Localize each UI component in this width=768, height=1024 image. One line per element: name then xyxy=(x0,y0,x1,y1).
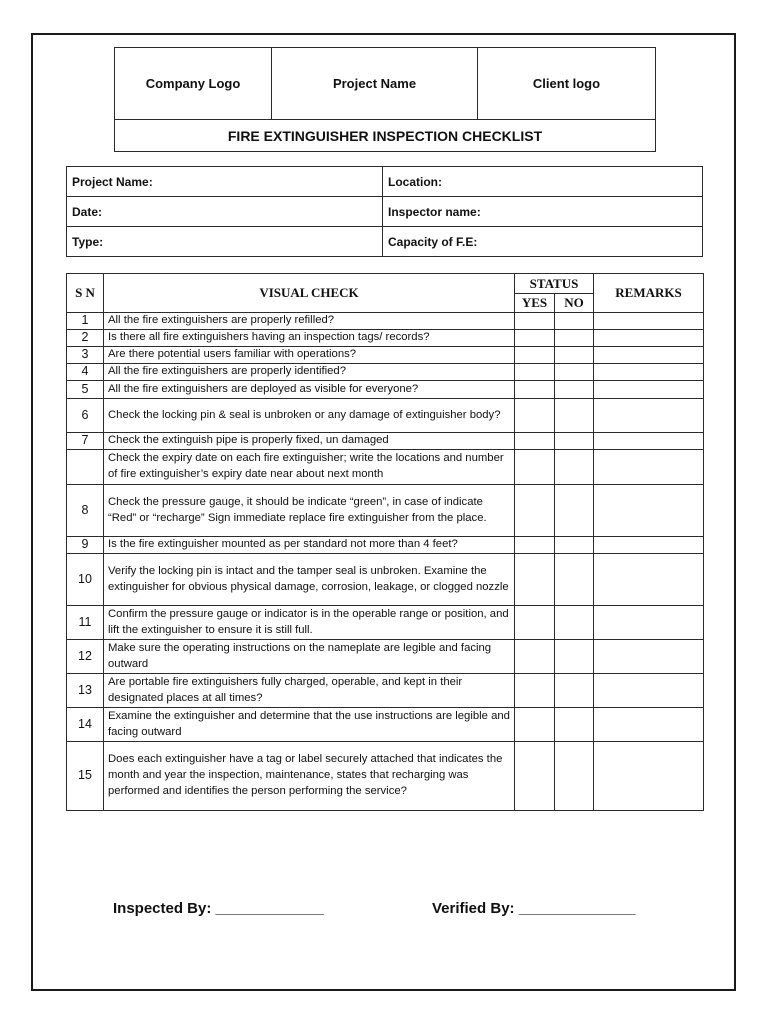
no-checkbox[interactable] xyxy=(555,708,594,742)
no-checkbox[interactable] xyxy=(555,330,594,347)
row-number: 13 xyxy=(67,674,104,708)
inspector-name-field[interactable]: Inspector name: xyxy=(383,197,703,227)
row-number: 12 xyxy=(67,640,104,674)
company-logo-placeholder: Company Logo xyxy=(115,48,272,120)
sn-header: S N xyxy=(67,274,104,313)
table-row xyxy=(67,640,704,674)
table-row xyxy=(67,433,704,450)
no-checkbox[interactable] xyxy=(555,347,594,364)
no-checkbox[interactable] xyxy=(555,313,594,330)
no-checkbox[interactable] xyxy=(555,381,594,399)
table-row xyxy=(67,347,704,364)
no-checkbox[interactable] xyxy=(555,364,594,381)
inspection-checklist xyxy=(66,273,704,811)
visual-check-header: VISUAL CHECK xyxy=(104,274,515,313)
table-row xyxy=(67,330,704,347)
table-row xyxy=(67,606,704,640)
remarks-cell[interactable] xyxy=(594,674,704,708)
document-title: FIRE EXTINGUISHER INSPECTION CHECKLIST xyxy=(115,120,656,152)
table-row xyxy=(67,674,704,708)
remarks-cell[interactable] xyxy=(594,640,704,674)
remarks-cell[interactable] xyxy=(594,364,704,381)
row-number: 4 xyxy=(67,364,104,381)
table-row xyxy=(67,742,704,811)
yes-checkbox[interactable] xyxy=(515,364,555,381)
no-checkbox[interactable] xyxy=(555,537,594,554)
check-item-text: Are portable fire extinguishers fully charged, operable, and kept in their designated places at all times? xyxy=(104,674,515,708)
yes-checkbox[interactable] xyxy=(515,485,555,537)
check-item-text: All the fire extinguishers are properly identified? xyxy=(104,364,515,381)
no-checkbox[interactable] xyxy=(555,674,594,708)
no-checkbox[interactable] xyxy=(555,640,594,674)
table-row xyxy=(67,537,704,554)
remarks-cell[interactable] xyxy=(594,708,704,742)
check-item-text: All the fire extinguishers are deployed as visible for everyone? xyxy=(104,381,515,399)
remarks-cell[interactable] xyxy=(594,313,704,330)
inspected-by-signature: Inspected By: _____________ xyxy=(113,900,324,917)
no-checkbox[interactable] xyxy=(555,485,594,537)
project-name-placeholder: Project Name xyxy=(272,48,478,120)
remarks-cell[interactable] xyxy=(594,537,704,554)
yes-checkbox[interactable] xyxy=(515,330,555,347)
no-checkbox[interactable] xyxy=(555,606,594,640)
check-item-text: Check the locking pin & seal is unbroken or any damage of extinguisher body? xyxy=(104,399,515,433)
no-checkbox[interactable] xyxy=(555,433,594,450)
remarks-cell[interactable] xyxy=(594,330,704,347)
check-item-text: Check the pressure gauge, it should be indicate “green”, in case of indicate “Red” or “recharge” Sign immediate replace fire extinguisher from the place. xyxy=(104,485,515,537)
client-logo-placeholder: Client logo xyxy=(478,48,656,120)
remarks-cell[interactable] xyxy=(594,433,704,450)
table-row xyxy=(67,450,704,485)
check-item-text: Verify the locking pin is intact and the tamper seal is unbroken. Examine the extinguisher for obvious physical damage, corrosion, leakage, or clogged nozzle xyxy=(104,554,515,606)
yes-checkbox[interactable] xyxy=(515,742,555,811)
remarks-header: REMARKS xyxy=(594,274,704,313)
location-field[interactable]: Location: xyxy=(383,167,703,197)
yes-checkbox[interactable] xyxy=(515,708,555,742)
yes-checkbox[interactable] xyxy=(515,347,555,364)
table-row xyxy=(67,485,704,537)
yes-checkbox[interactable] xyxy=(515,450,555,485)
remarks-cell[interactable] xyxy=(594,742,704,811)
row-number: 9 xyxy=(67,537,104,554)
check-item-text: Check the expiry date on each fire extinguisher; write the locations and number of fire extinguisher’s expiry date near about next month xyxy=(104,450,515,485)
remarks-cell[interactable] xyxy=(594,554,704,606)
yes-checkbox[interactable] xyxy=(515,313,555,330)
row-number: 14 xyxy=(67,708,104,742)
remarks-cell[interactable] xyxy=(594,450,704,485)
check-item-text: Are there potential users familiar with operations? xyxy=(104,347,515,364)
no-header: NO xyxy=(555,294,594,313)
check-item-text: Examine the extinguisher and determine that the use instructions are legible and facing outward xyxy=(104,708,515,742)
row-number: 8 xyxy=(67,485,104,537)
table-row xyxy=(67,381,704,399)
yes-checkbox[interactable] xyxy=(515,674,555,708)
remarks-cell[interactable] xyxy=(594,399,704,433)
row-number: 5 xyxy=(67,381,104,399)
date-field[interactable]: Date: xyxy=(67,197,383,227)
check-item-text: All the fire extinguishers are properly refilled? xyxy=(104,313,515,330)
row-number: 15 xyxy=(67,742,104,811)
remarks-cell[interactable] xyxy=(594,606,704,640)
yes-checkbox[interactable] xyxy=(515,433,555,450)
row-number: 2 xyxy=(67,330,104,347)
status-header: STATUS xyxy=(515,274,594,294)
table-row xyxy=(67,708,704,742)
check-item-text: Check the extinguish pipe is properly fixed, un damaged xyxy=(104,433,515,450)
inspection-info xyxy=(66,166,703,257)
yes-checkbox[interactable] xyxy=(515,381,555,399)
remarks-cell[interactable] xyxy=(594,347,704,364)
check-item-text: Does each extinguisher have a tag or label securely attached that indicates the month and year the inspection, maintenance, states that recharging was performed and identifies the person performing the service? xyxy=(104,742,515,811)
capacity-field[interactable]: Capacity of F.E: xyxy=(383,227,703,257)
remarks-cell[interactable] xyxy=(594,381,704,399)
no-checkbox[interactable] xyxy=(555,450,594,485)
document-header xyxy=(114,47,656,152)
yes-checkbox[interactable] xyxy=(515,399,555,433)
yes-header: YES xyxy=(515,294,555,313)
yes-checkbox[interactable] xyxy=(515,537,555,554)
table-row xyxy=(67,554,704,606)
yes-checkbox[interactable] xyxy=(515,554,555,606)
table-row xyxy=(67,364,704,381)
row-number: 3 xyxy=(67,347,104,364)
row-number: 11 xyxy=(67,606,104,640)
check-item-text: Make sure the operating instructions on the nameplate are legible and facing outward xyxy=(104,640,515,674)
row-number: 6 xyxy=(67,399,104,433)
row-number: 1 xyxy=(67,313,104,330)
check-item-text: Confirm the pressure gauge or indicator is in the operable range or position, and lift the extinguisher to ensure it is still full. xyxy=(104,606,515,640)
table-row xyxy=(67,399,704,433)
row-number: 7 xyxy=(67,433,104,450)
no-checkbox[interactable] xyxy=(555,742,594,811)
row-number: 10 xyxy=(67,554,104,606)
type-field[interactable]: Type: xyxy=(67,227,383,257)
no-checkbox[interactable] xyxy=(555,399,594,433)
yes-checkbox[interactable] xyxy=(515,640,555,674)
table-row xyxy=(67,313,704,330)
project-name-field[interactable]: Project Name: xyxy=(67,167,383,197)
check-item-text: Is the fire extinguisher mounted as per standard not more than 4 feet? xyxy=(104,537,515,554)
yes-checkbox[interactable] xyxy=(515,606,555,640)
check-item-text: Is there all fire extinguishers having an inspection tags/ records? xyxy=(104,330,515,347)
row-number xyxy=(67,450,104,485)
no-checkbox[interactable] xyxy=(555,554,594,606)
remarks-cell[interactable] xyxy=(594,485,704,537)
verified-by-signature: Verified By: ______________ xyxy=(432,900,636,917)
